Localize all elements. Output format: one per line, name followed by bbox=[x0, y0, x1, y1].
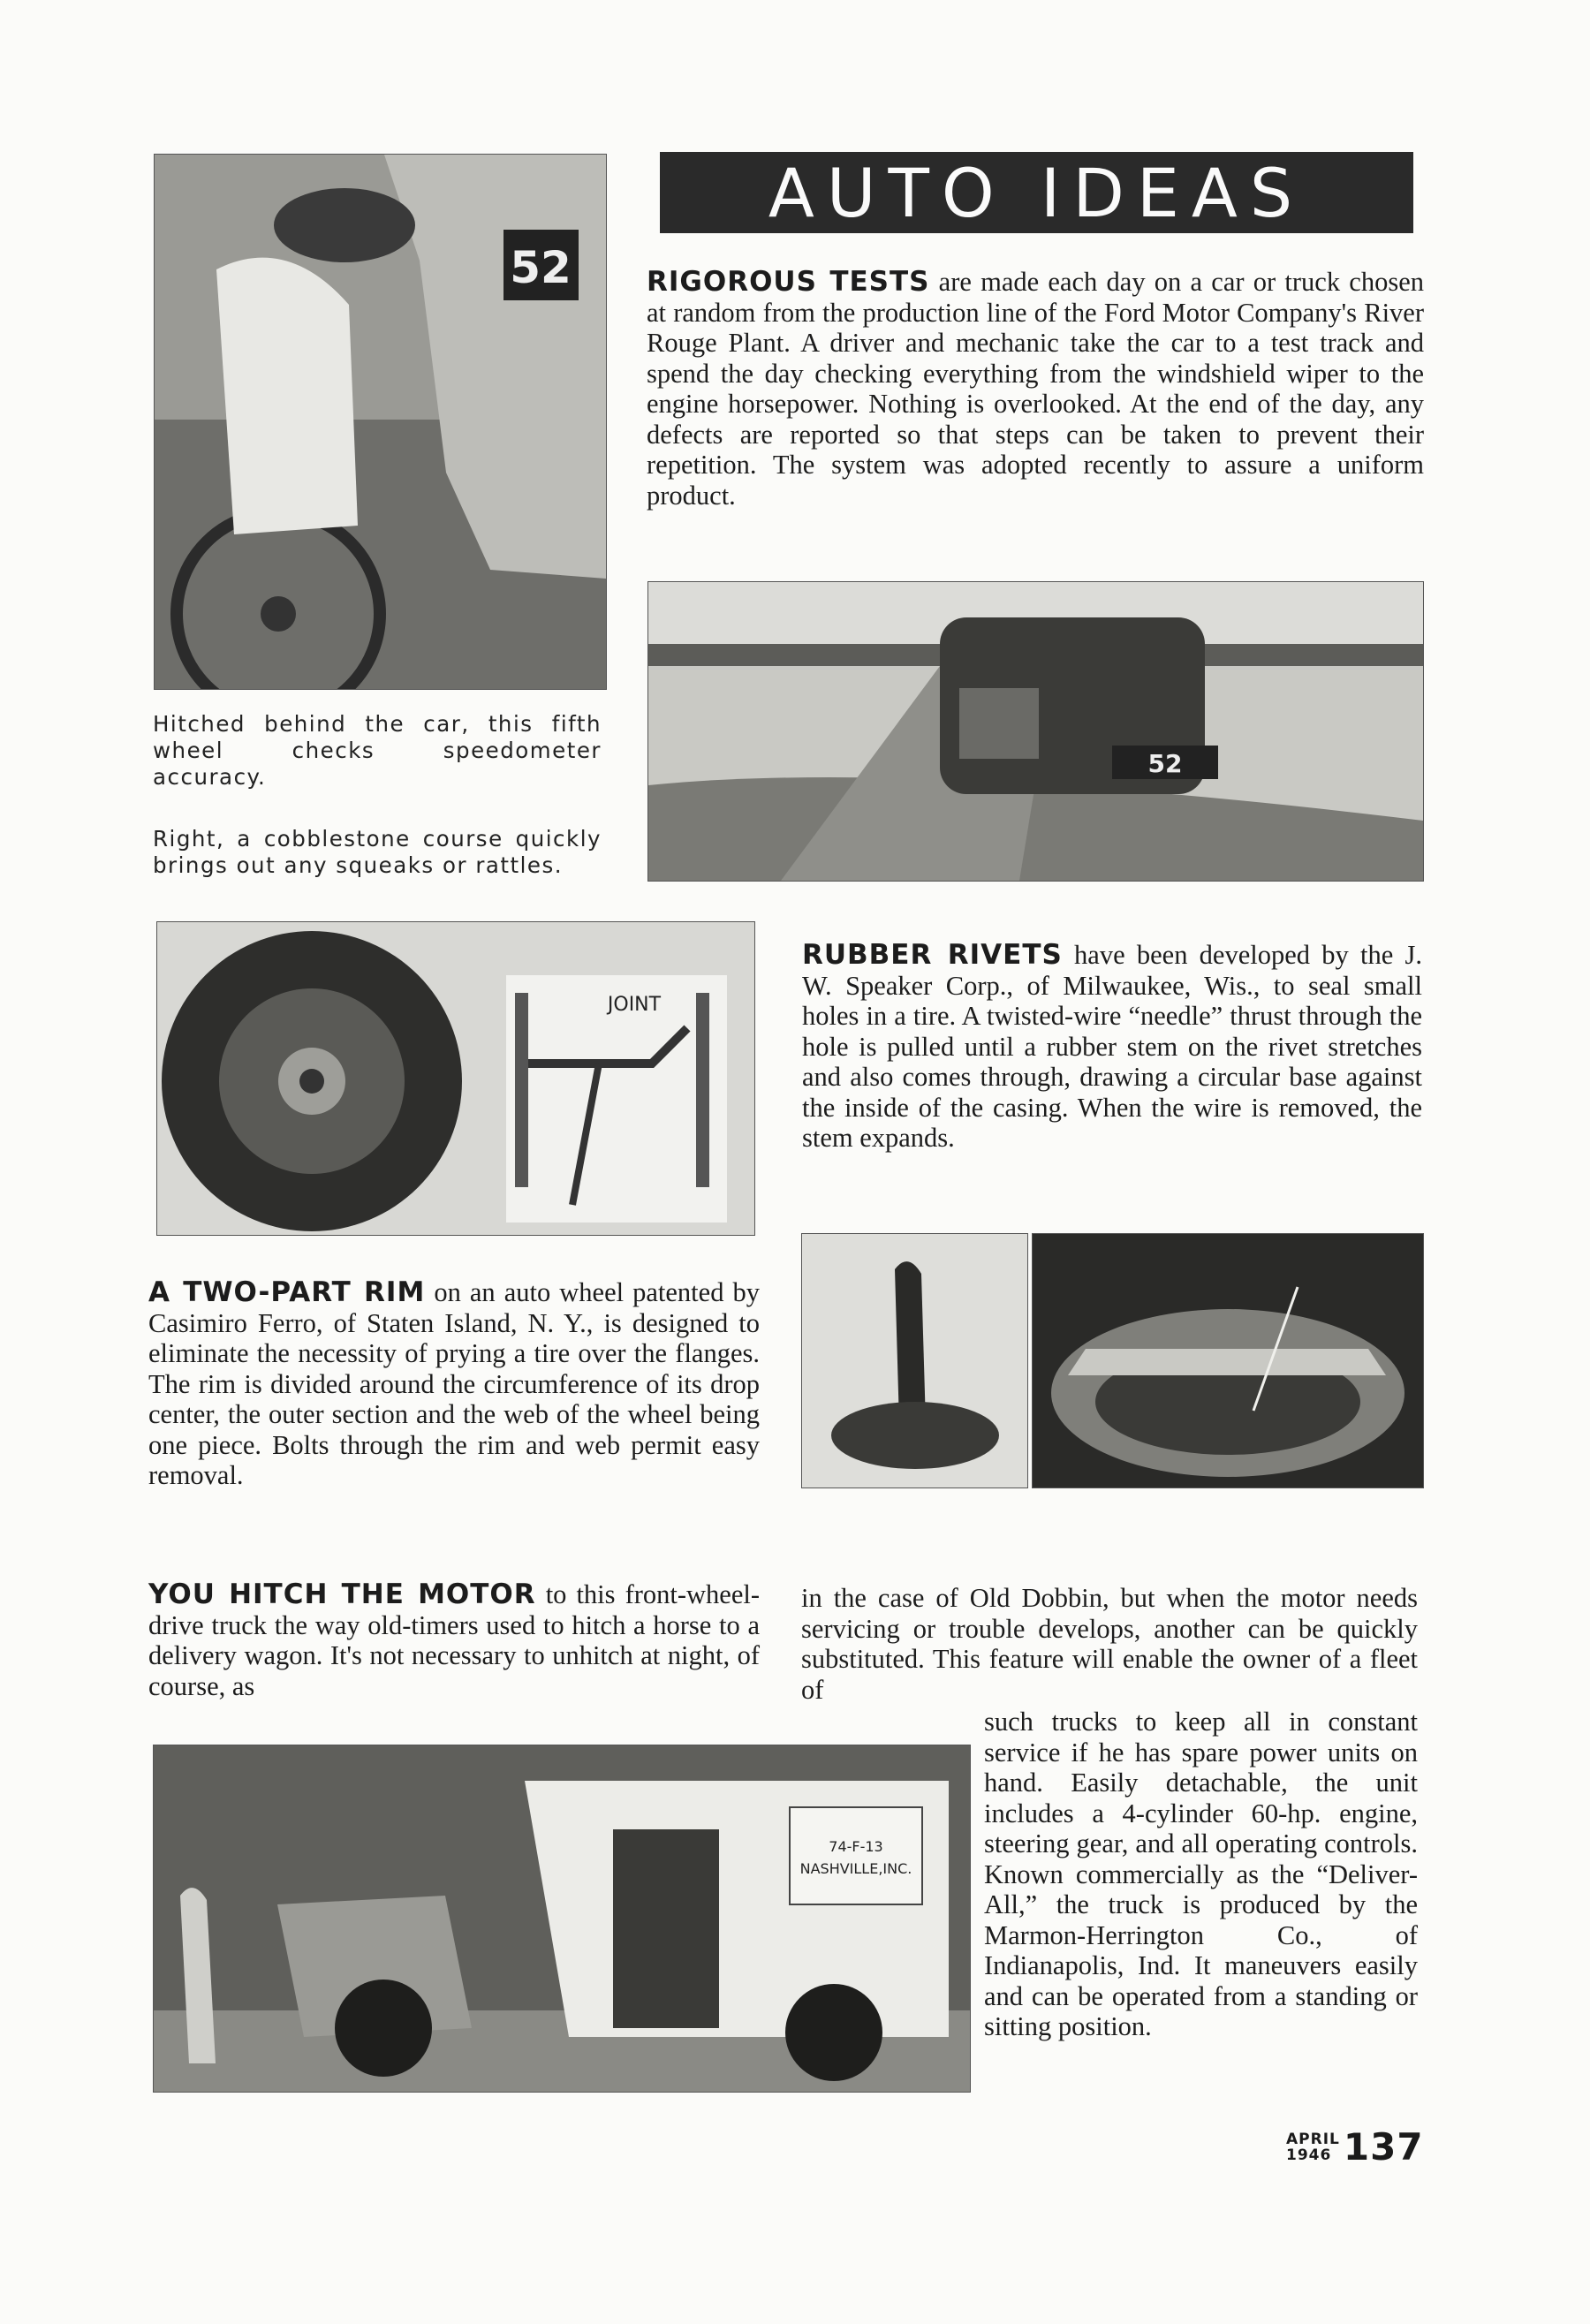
article-heading: RIGOROUS TESTS bbox=[647, 266, 930, 298]
svg-text:52: 52 bbox=[1147, 749, 1183, 778]
article-heading: A TWO-PART RIM bbox=[148, 1276, 426, 1308]
photo-riveted-tire bbox=[1032, 1233, 1424, 1488]
article-hitch-motor-col1 bbox=[148, 1579, 760, 1701]
article-heading: RUBBER RIVETS bbox=[802, 939, 1063, 971]
page-folio bbox=[1286, 2125, 1424, 2169]
svg-text:74-F-13: 74-F-13 bbox=[829, 1838, 883, 1855]
svg-text:NASHVILLE,INC.: NASHVILLE,INC. bbox=[799, 1860, 912, 1877]
article-two-part-rim bbox=[148, 1277, 760, 1491]
banner-title: AUTO IDEAS bbox=[768, 153, 1306, 232]
svg-text:JOINT: JOINT bbox=[607, 994, 662, 1016]
article-rigorous-tests bbox=[647, 267, 1424, 511]
photo-rubber-rivet bbox=[801, 1233, 1028, 1488]
folio-month: APRIL bbox=[1286, 2130, 1340, 2148]
photo-two-part-rim bbox=[156, 921, 755, 1236]
article-hitch-motor-col2-bottom: such trucks to keep all in constant service if he has spare power units on hand. Easily detachable, the unit includes a 4-cylinder 60-hp. engine, steering gear, and all operating controls. Known commercially as the “Deliver-All,” the truck is produced by the Marmon-Herrington Co., of Indianapolis, Ind. It maneuvers easily and can be operated from a standing or sitting position. bbox=[984, 1707, 1418, 2041]
article-body: to this front-wheel-drive truck the way old-timers used to hitch a horse to a delivery wagon. It's not necessary to unhitch at night, of course, as bbox=[148, 1579, 760, 1701]
photo-delivery-truck bbox=[153, 1745, 971, 2093]
svg-text:52: 52 bbox=[510, 242, 572, 293]
article-body: on an auto wheel patented by Casimiro Ferro, of Staten Island, N. Y., is designed to eliminate the necessity of prying a tire over the flanges. The rim is divided around the circumference of its drop center, the outer section and the web of the wheel being one piece. Bolts through the rim and web permit easy removal. bbox=[148, 1277, 760, 1490]
article-body: have been developed by the J. W. Speaker Corp., of Milwaukee, Wis., to seal small holes in a tire. A twisted-wire “needle” thrust through the hole is pulled until a rubber stem on the rivet stretches and also comes through, drawing a circular base against the inside of the casing. When the wire is removed, the stem expands. bbox=[802, 940, 1422, 1153]
page-number: 137 bbox=[1343, 2125, 1424, 2169]
section-banner bbox=[660, 152, 1413, 233]
article-heading: YOU HITCH THE MOTOR bbox=[148, 1578, 536, 1610]
article-rubber-rivets bbox=[802, 940, 1422, 1154]
folio-year: 1946 bbox=[1286, 2146, 1332, 2164]
article-body: are made each day on a car or truck chosen at random from the production line of the Ford Motor Company's River Rouge Plant. A driver and mechanic take the car to a test track and spend the day checking everything from the windshield wiper to the engine horsepower. Nothing is overlooked. At the end of the day, any defects are reported so that steps can be taken to prevent their repetition. The system was adopted recently to assure a uniform product. bbox=[647, 267, 1424, 511]
caption-fifth-wheel: Hitched behind the car, this fifth wheel checks speedometer accuracy. bbox=[153, 711, 602, 790]
photo-cobblestone-course bbox=[647, 581, 1424, 882]
photo-fifth-wheel bbox=[154, 154, 607, 690]
article-hitch-motor-col2-top: in the case of Old Dobbin, but when the motor needs servicing or trouble develops, another can be quickly substituted. This feature will enable the owner of a fleet of bbox=[801, 1583, 1418, 1705]
caption-cobblestone: Right, a cobblestone course quickly brings out any squeaks or rattles. bbox=[153, 826, 602, 878]
